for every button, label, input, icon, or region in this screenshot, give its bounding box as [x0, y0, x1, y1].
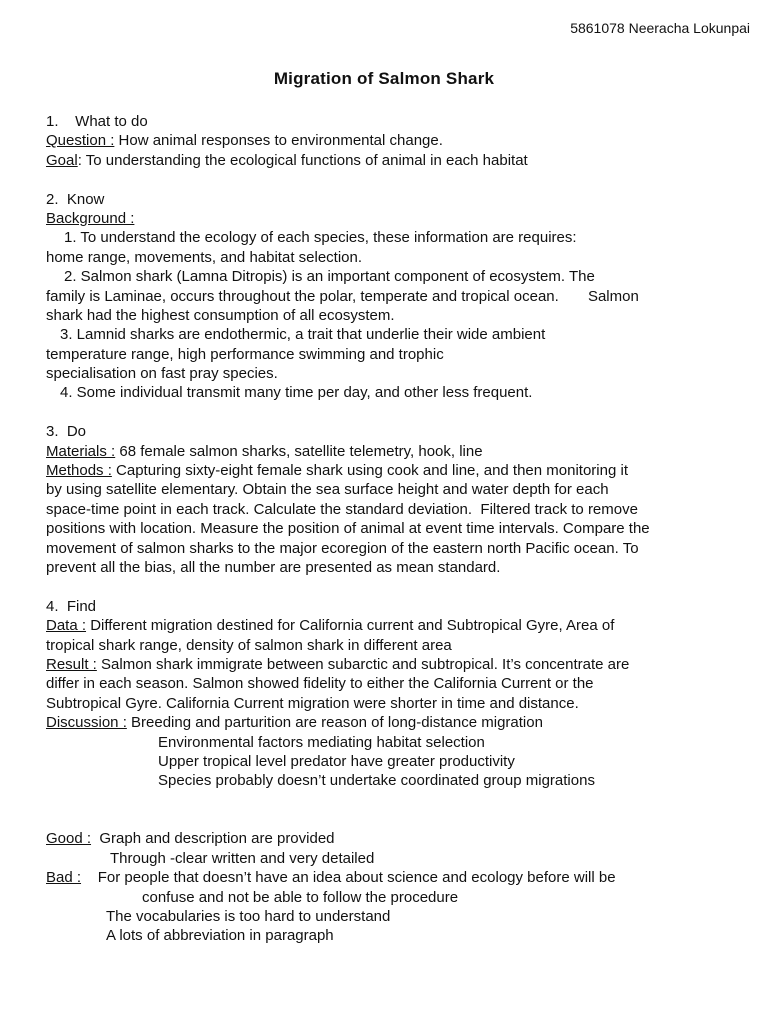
background-text-line: family is Laminae, occurs throughout the polar, temperate and tropical ocean. Salmon: [46, 287, 639, 305]
discussion-line: [46, 713, 746, 732]
good-label: Good :: [46, 830, 92, 848]
methods-line: [46, 461, 746, 480]
methods-text-line: prevent all the bias, all the number are presented as mean standard.: [46, 558, 501, 576]
question-line: [46, 131, 746, 150]
background-text-line: 3. Lamnid sharks are endothermic, a trait that underlie their wide ambient: [60, 326, 546, 344]
background-label: Background :: [46, 209, 135, 227]
background-line: [46, 209, 746, 228]
background-text-line: 2. Salmon shark (Lamna Ditropis) is an important component of ecosystem. The: [64, 268, 595, 286]
author-header: 5861078 Neeracha Lokunpai: [570, 20, 750, 36]
methods-label: Methods :: [46, 462, 112, 480]
discussion-text-line: Species probably doesn’t undertake coordinated group migrations: [158, 772, 595, 790]
data-text-line: tropical shark range, density of salmon shark in different area: [46, 636, 452, 654]
question-label: Question :: [46, 132, 115, 150]
good-line: [46, 829, 746, 848]
methods-text: Capturing sixty-eight female shark using cook and line, and then monitoring it: [111, 462, 628, 480]
result-text-line: differ in each season. Salmon showed fidelity to either the California Current or the: [46, 675, 594, 693]
data-label: Data :: [46, 617, 87, 635]
document-body: [46, 112, 746, 946]
data-line: [46, 616, 746, 635]
good-text-line: Through -clear written and very detailed: [110, 849, 375, 867]
background-text-line: home range, movements, and habitat selection.: [46, 248, 363, 266]
materials-text: 68 female salmon sharks, satellite telemetry, hook, line: [115, 442, 483, 460]
section-heading-do: 3. Do: [46, 423, 87, 441]
background-text-line: shark had the highest consumption of all ecosystem.: [46, 306, 395, 324]
section-heading-know: 2. Know: [46, 190, 105, 208]
background-text-line: specialisation on fast pray species.: [46, 365, 278, 383]
goal-line: [46, 151, 746, 170]
bad-line: [46, 868, 746, 887]
methods-text-line: positions with location. Measure the position of animal at event time intervals. Compare the: [46, 520, 650, 538]
methods-text-line: space-time point in each track. Calculate the standard deviation. Filtered track to remove: [46, 500, 638, 518]
discussion-text-line: Upper tropical level predator have greater productivity: [158, 752, 515, 770]
background-text-line: 1. To understand the ecology of each species, these information are requires:: [64, 229, 577, 247]
bad-text-line: A lots of abbreviation in paragraph: [106, 927, 334, 945]
background-text-line: 4. Some individual transmit many time per day, and other less frequent.: [60, 384, 533, 402]
result-text-line: Subtropical Gyre. California Current migration were shorter in time and distance.: [46, 694, 579, 712]
goal-text: : To understanding the ecological functions of animal in each habitat: [77, 151, 528, 169]
result-line: [46, 655, 746, 674]
discussion-text-line: Environmental factors mediating habitat selection: [158, 733, 485, 751]
section-heading-find: 4. Find: [46, 597, 97, 615]
discussion-text: Breeding and parturition are reason of long-distance migration: [126, 714, 543, 732]
good-text: Graph and description are provided: [91, 830, 335, 848]
bad-text-line: The vocabularies is too hard to understand: [106, 908, 391, 926]
result-label: Result :: [46, 655, 97, 673]
materials-label: Materials :: [46, 442, 116, 460]
question-text: How animal responses to environmental change.: [114, 132, 443, 150]
document-title: Migration of Salmon Shark: [273, 69, 495, 88]
bad-label: Bad :: [46, 869, 82, 887]
discussion-label: Discussion :: [46, 714, 127, 732]
methods-text-line: movement of salmon sharks to the major ecoregion of the eastern north Pacific ocean. To: [46, 539, 639, 557]
result-text: Salmon shark immigrate between subarctic and subtropical. It’s concentrate are: [96, 655, 630, 673]
goal-label: Goal: [46, 151, 78, 169]
bad-text: For people that doesn’t have an idea about science and ecology before will be: [81, 869, 616, 887]
data-text: Different migration destined for California current and Subtropical Gyre, Area of: [86, 617, 615, 635]
methods-text-line: by using satellite elementary. Obtain the sea surface height and water depth for each: [46, 481, 609, 499]
bad-text-line: confuse and not be able to follow the procedure: [142, 888, 459, 906]
materials-line: [46, 442, 746, 461]
section-heading-what-to-do: 1. What to do: [46, 113, 148, 130]
background-text-line: temperature range, high performance swimming and trophic: [46, 345, 444, 363]
